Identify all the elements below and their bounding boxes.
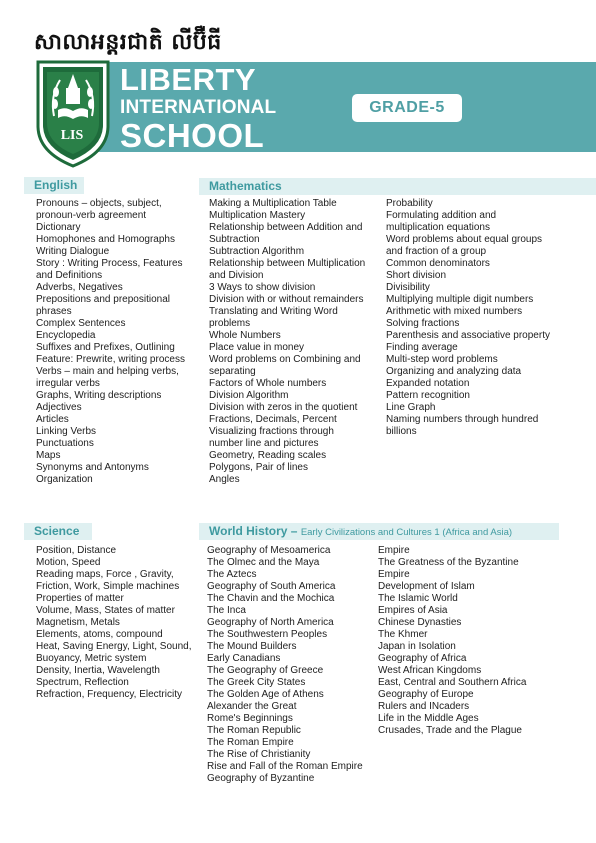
topic-item: The Rise of Christianity xyxy=(207,749,311,760)
topic-item: Polygons, Pair of lines xyxy=(209,462,308,473)
topic-item: Arithmetic with mixed numbers xyxy=(386,306,523,317)
topic-item: Development of Islam xyxy=(378,581,475,592)
topic-item: Synonyms and Antonyms xyxy=(36,462,149,473)
english-heading: English xyxy=(24,177,84,194)
topic-item: Short division xyxy=(386,270,447,281)
topic-item: Finding average xyxy=(386,342,458,353)
topic-item: Visualizing fractions through number line and pictures xyxy=(209,426,334,449)
topic-item: The Roman Empire xyxy=(207,737,294,748)
topic-item: Elements, atoms, compound xyxy=(36,629,163,640)
topic-item: Making a Multiplication Table xyxy=(209,198,337,209)
topic-item: Verbs – main and helping verbs, irregular verbs xyxy=(36,366,179,389)
topic-item: The Aztecs xyxy=(207,569,257,580)
topic-item: Geometry, Reading scales xyxy=(209,450,327,461)
topic-item: Empire xyxy=(378,545,410,556)
topic-item: Early Canadians xyxy=(207,653,281,664)
topic-item: Whole Numbers xyxy=(209,330,281,341)
topic-item: Chinese Dynasties xyxy=(378,617,462,628)
topic-item: Word problems on Combining and separating xyxy=(209,354,361,377)
topic-item: Organizing and analyzing data xyxy=(386,366,522,377)
topic-item: The Golden Age of Athens xyxy=(207,689,324,700)
topic-item: The Greek City States xyxy=(207,677,306,688)
topic-item: Pronouns – objects, subject, pronoun-verb agreement xyxy=(36,198,162,221)
topic-item: Prepositions and prepositional phrases xyxy=(36,294,170,317)
topic-item: Linking Verbs xyxy=(36,426,97,437)
topic-item: Divisibility xyxy=(386,282,430,293)
logo-text: LIS xyxy=(60,128,84,143)
topic-item: 3 Ways to show division xyxy=(209,282,316,293)
world-history-title: World History – xyxy=(209,524,298,538)
topic-item: Parenthesis and associative property xyxy=(386,330,550,341)
topic-item: Geography of Byzantine xyxy=(207,773,315,784)
topic-item: Heat, Saving Energy, Light, Sound, Buoyancy, Metric system xyxy=(36,641,192,664)
topic-item: Expanded notation xyxy=(386,378,470,389)
topic-item: Complex Sentences xyxy=(36,318,126,329)
grade-badge: GRADE-5 xyxy=(352,94,462,122)
topic-item: Multiplying multiple digit numbers xyxy=(386,294,534,305)
topic-item: West African Kingdoms xyxy=(378,665,482,676)
topic-item: Punctuations xyxy=(36,438,94,449)
topic-item: The Greatness of the Byzantine Empire xyxy=(378,557,519,580)
brand-line-school: SCHOOL xyxy=(120,117,265,154)
math-topic-list-2 xyxy=(386,198,550,438)
science-heading: Science xyxy=(24,523,92,540)
brand-name xyxy=(120,64,276,152)
topic-item: Position, Distance xyxy=(36,545,117,556)
topic-item: Reading maps, Force , Gravity, Friction, Work, Simple machines xyxy=(36,569,180,592)
topic-item: Rome's Beginnings xyxy=(207,713,293,724)
history-topic-list-2 xyxy=(378,545,550,737)
topic-item: Feature: Prewrite, writing process xyxy=(36,354,185,365)
topic-item: Factors of Whole numbers xyxy=(209,378,327,389)
school-logo-icon xyxy=(34,56,112,170)
topic-item: Motion, Speed xyxy=(36,557,101,568)
topic-item: The Islamic World xyxy=(378,593,458,604)
topic-item: Division with zeros in the quotient xyxy=(209,402,358,413)
topic-item: Naming numbers through hundred billions xyxy=(386,414,539,437)
topic-item: Suffixes and Prefixes, Outlining xyxy=(36,342,175,353)
topic-item: The Geography of Greece xyxy=(207,665,324,676)
topic-item: Geography of Mesoamerica xyxy=(207,545,331,556)
topic-item: Writing Dialogue xyxy=(36,246,110,257)
topic-item: Graphs, Writing descriptions xyxy=(36,390,162,401)
topic-item: Place value in money xyxy=(209,342,305,353)
topic-item: The Inca xyxy=(207,605,246,616)
topic-item: Properties of matter xyxy=(36,593,124,604)
topic-item: Story : Writing Process, Features and Definitions xyxy=(36,258,183,281)
topic-item: Division Algorithm xyxy=(209,390,289,401)
topic-item: Density, Inertia, Wavelength xyxy=(36,665,160,676)
topic-item: Solving fractions xyxy=(386,318,460,329)
topic-item: Geography of South America xyxy=(207,581,336,592)
topic-item: The Roman Republic xyxy=(207,725,301,736)
topic-item: Spectrum, Reflection xyxy=(36,677,129,688)
history-topic-list-1 xyxy=(207,545,372,785)
brand-line-liberty: LIBERTY xyxy=(120,62,257,97)
topic-item: Rulers and INcaders xyxy=(378,701,470,712)
topic-item: Line Graph xyxy=(386,402,436,413)
world-history-heading xyxy=(199,523,559,540)
world-history-subtitle: Early Civilizations and Cultures 1 (Africa and Asia) xyxy=(300,527,513,538)
topic-item: Adverbs, Negatives xyxy=(36,282,123,293)
khmer-school-name: សាលាអន្តរជាតិ លីប៊ឺធី xyxy=(34,30,222,55)
topic-item: Geography of Europe xyxy=(378,689,474,700)
topic-item: Relationship between Multiplication and Division xyxy=(209,258,366,281)
science-topic-list xyxy=(36,545,196,701)
topic-item: Subtraction Algorithm xyxy=(209,246,305,257)
topic-item: Translating and Writing Word problems xyxy=(209,306,338,329)
topic-item: Articles xyxy=(36,414,69,425)
topic-item: The Southwestern Peoples xyxy=(207,629,328,640)
topic-item: Life in the Middle Ages xyxy=(378,713,479,724)
topic-item: Japan in Isolation xyxy=(378,641,456,652)
math-topic-list-1 xyxy=(209,198,369,486)
topic-item: Multi-step word problems xyxy=(386,354,498,365)
topic-item: The Khmer xyxy=(378,629,428,640)
topic-item: Probability xyxy=(386,198,433,209)
mathematics-heading: Mathematics xyxy=(199,178,596,195)
topic-item: Geography of North America xyxy=(207,617,334,628)
topic-item: Word problems about equal groups and fraction of a group xyxy=(386,234,543,257)
brand-line-international: INTERNATIONAL xyxy=(120,97,277,118)
topic-item: Angles xyxy=(209,474,240,485)
topic-item: Pattern recognition xyxy=(386,390,470,401)
topic-item: Rise and Fall of the Roman Empire xyxy=(207,761,363,772)
topic-item: Maps xyxy=(36,450,61,461)
topic-item: Organization xyxy=(36,474,93,485)
topic-item: The Mound Builders xyxy=(207,641,297,652)
topic-item: Encyclopedia xyxy=(36,330,96,341)
topic-item: East, Central and Southern Africa xyxy=(378,677,527,688)
topic-item: Common denominators xyxy=(386,258,490,269)
topic-item: Magnetism, Metals xyxy=(36,617,120,628)
topic-item: Empires of Asia xyxy=(378,605,448,616)
topic-item: Volume, Mass, States of matter xyxy=(36,605,175,616)
topic-item: Division with or without remainders xyxy=(209,294,364,305)
topic-item: Homophones and Homographs xyxy=(36,234,175,245)
topic-item: Refraction, Frequency, Electricity xyxy=(36,689,182,700)
topic-item: The Chavin and the Mochica xyxy=(207,593,335,604)
topic-item: The Olmec and the Maya xyxy=(207,557,320,568)
topic-item: Formulating addition and multiplication equations xyxy=(386,210,497,233)
topic-item: Alexander the Great xyxy=(207,701,297,712)
topic-item: Dictionary xyxy=(36,222,81,233)
topic-item: Geography of Africa xyxy=(378,653,467,664)
topic-item: Fractions, Decimals, Percent xyxy=(209,414,337,425)
english-topic-list xyxy=(36,198,196,486)
topic-item: Multiplication Mastery xyxy=(209,210,306,221)
topic-item: Crusades, Trade and the Plague xyxy=(378,725,522,736)
topic-item: Relationship between Addition and Subtraction xyxy=(209,222,363,245)
topic-item: Adjectives xyxy=(36,402,82,413)
